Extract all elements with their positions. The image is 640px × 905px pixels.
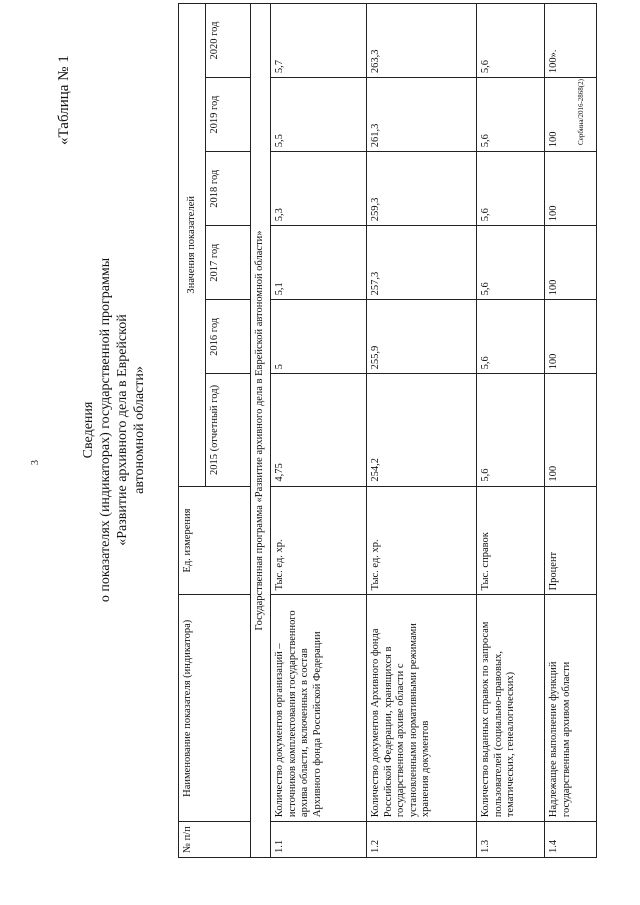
row-value: 100 <box>545 226 597 300</box>
row-value: 5,3 <box>271 152 367 226</box>
row-unit: Тыс. ед. хр. <box>271 486 367 595</box>
row-value: 5 <box>271 300 367 374</box>
row-value: 100 <box>545 374 597 486</box>
row-unit: Тыс. ед. хр. <box>367 486 477 595</box>
row-value: 254,2 <box>367 374 477 486</box>
row-name: Количество документов организаций – источников комплектования государственного архива области, включенных в состав Архивного фонда Российской Федерации <box>271 595 367 822</box>
row-value: 5,6 <box>477 78 545 152</box>
row-num: 1.2 <box>367 822 477 858</box>
row-value: 5,6 <box>477 374 545 486</box>
header-values-group: Значения показателей <box>179 4 206 487</box>
row-unit: Процент <box>545 486 597 595</box>
row-value: 5,7 <box>271 4 367 78</box>
table-row <box>271 4 367 858</box>
header-year-2015: 2015 (отчетный год) <box>206 374 251 486</box>
row-value: 5,6 <box>477 4 545 78</box>
header-name: Наименование показателя (индикатора) <box>179 595 251 822</box>
row-name: Надлежащее выполнение функций государственным архивом области <box>545 595 597 822</box>
document-stamp: Сербина/2016-2868(2) <box>577 79 585 145</box>
row-value: 100 <box>545 152 597 226</box>
document-title <box>80 195 148 665</box>
table-label: «Таблица № 1 <box>56 55 72 145</box>
page-number: 3 <box>30 460 41 465</box>
row-value: 4,75 <box>271 374 367 486</box>
row-name: Количество документов Архивного фонда Российской Федерации, хранящихся в государственном архиве области с установленными нормативными режимами хранения документов <box>367 595 477 822</box>
table-row <box>477 4 545 858</box>
row-num: 1.1 <box>271 822 367 858</box>
table-row <box>367 4 477 858</box>
section-row: Государственная программа «Развитие архивного дела в Еврейской автономной области» <box>251 4 271 858</box>
row-value: 5,6 <box>477 226 545 300</box>
row-name: Количество выданных справок по запросам пользователей (социально-правовых, тематических, генеалогических) <box>477 595 545 822</box>
header-unit: Ед. измерения <box>179 486 251 595</box>
row-value: 100 <box>545 300 597 374</box>
row-value: 261,3 <box>367 78 477 152</box>
header-year-2016: 2016 год <box>206 300 251 374</box>
title-line-4: автономной области» <box>132 366 147 494</box>
row-value: 259,3 <box>367 152 477 226</box>
row-value: 5,6 <box>477 300 545 374</box>
row-value: 5,5 <box>271 78 367 152</box>
row-value: 263,3 <box>367 4 477 78</box>
title-line-3: «Развитие архивного дела в Еврейской <box>115 314 130 546</box>
row-value: 100». <box>545 4 597 78</box>
header-year-2020: 2020 год <box>206 4 251 78</box>
row-value: 5,1 <box>271 226 367 300</box>
indicators-table <box>178 3 597 858</box>
table-row <box>545 4 597 858</box>
row-value: 5,6 <box>477 152 545 226</box>
row-unit: Тыс. справок <box>477 486 545 595</box>
header-num: № п/п <box>179 822 251 858</box>
row-value: 100 <box>545 78 597 152</box>
header-year-2018: 2018 год <box>206 152 251 226</box>
row-value: 255,9 <box>367 300 477 374</box>
header-year-2017: 2017 год <box>206 226 251 300</box>
row-num: 1.3 <box>477 822 545 858</box>
title-line-2: о показателях (индикаторах) государственной программы <box>98 257 113 603</box>
row-num: 1.4 <box>545 822 597 858</box>
title-line-1: Сведения <box>81 401 96 459</box>
header-year-2019: 2019 год <box>206 78 251 152</box>
row-value: 257,3 <box>367 226 477 300</box>
